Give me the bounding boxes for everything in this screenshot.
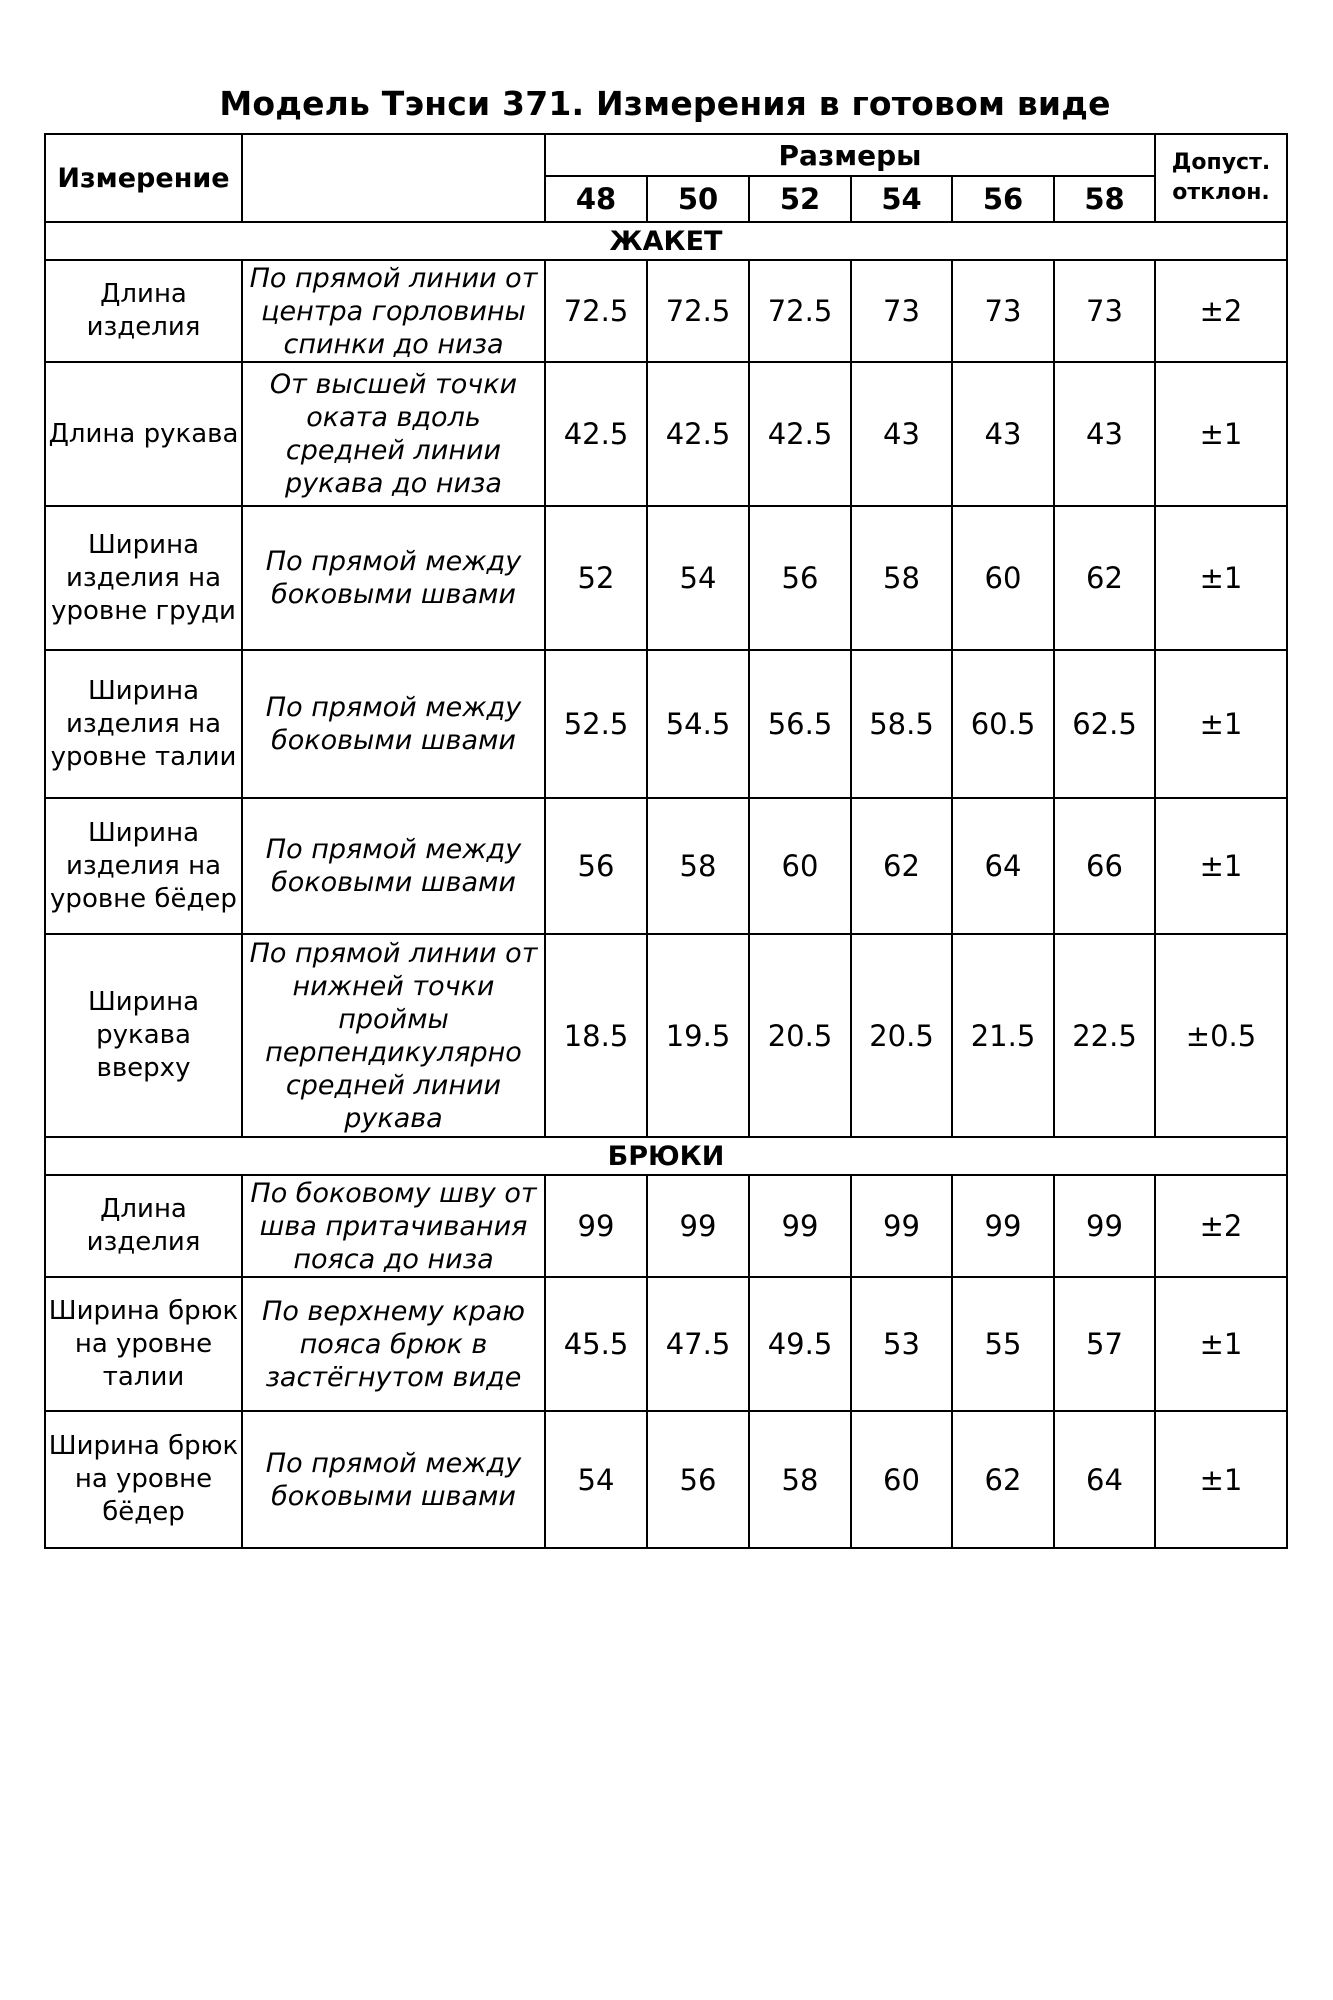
size-value: 55: [952, 1277, 1054, 1411]
size-value: 42.5: [545, 362, 647, 506]
table-row: [45, 260, 1287, 362]
measurement-method: По прямой между боковыми швами: [242, 506, 545, 650]
table-row: [45, 934, 1287, 1137]
header-size: 58: [1054, 176, 1155, 222]
measurement-method: По боковому шву от шва притачивания пояса до низа: [242, 1175, 545, 1277]
measurements-table: [44, 133, 1288, 1549]
size-value: 60: [851, 1411, 952, 1548]
measurement-method: По прямой между боковыми швами: [242, 798, 545, 934]
measurement-name: Длина изделия: [45, 1175, 242, 1277]
measurement-name: Ширина рукава вверху: [45, 934, 242, 1137]
measurement-name: Ширина изделия на уровне бёдер: [45, 798, 242, 934]
measurement-method: По прямой между боковыми швами: [242, 1411, 545, 1548]
measurement-name: Длина рукава: [45, 362, 242, 506]
size-value: 56: [545, 798, 647, 934]
section-row: [45, 1137, 1287, 1175]
size-value: 64: [952, 798, 1054, 934]
size-value: 43: [851, 362, 952, 506]
tolerance-value: ±2: [1155, 260, 1287, 362]
size-value: 58: [647, 798, 749, 934]
size-value: 49.5: [749, 1277, 851, 1411]
section-title: БРЮКИ: [45, 1137, 1287, 1175]
header-size: 48: [545, 176, 647, 222]
size-value: 60: [952, 506, 1054, 650]
size-value: 56.5: [749, 650, 851, 798]
header-size: 56: [952, 176, 1054, 222]
tolerance-value: ±1: [1155, 362, 1287, 506]
table-row: [45, 650, 1287, 798]
size-value: 57: [1054, 1277, 1155, 1411]
table-row: [45, 798, 1287, 934]
size-value: 58.5: [851, 650, 952, 798]
tolerance-value: ±1: [1155, 1411, 1287, 1548]
table-row: [45, 1175, 1287, 1277]
header-tolerance: Допуст. отклон.: [1155, 134, 1287, 222]
size-value: 54.5: [647, 650, 749, 798]
size-value: 60.5: [952, 650, 1054, 798]
page-title: Модель Тэнси 371. Измерения в готовом виде: [219, 84, 1111, 123]
size-value: 99: [1054, 1175, 1155, 1277]
size-value: 45.5: [545, 1277, 647, 1411]
size-value: 62: [851, 798, 952, 934]
size-value: 58: [851, 506, 952, 650]
size-value: 19.5: [647, 934, 749, 1137]
size-value: 20.5: [851, 934, 952, 1137]
size-value: 18.5: [545, 934, 647, 1137]
measurement-name: Ширина брюк на уровне талии: [45, 1277, 242, 1411]
size-value: 99: [647, 1175, 749, 1277]
size-value: 54: [647, 506, 749, 650]
size-value: 42.5: [647, 362, 749, 506]
tolerance-value: ±1: [1155, 650, 1287, 798]
size-value: 58: [749, 1411, 851, 1548]
header-size: 50: [647, 176, 749, 222]
size-value: 62.5: [1054, 650, 1155, 798]
header-size: 52: [749, 176, 851, 222]
table-row: [45, 1277, 1287, 1411]
size-value: 99: [749, 1175, 851, 1277]
size-value: 64: [1054, 1411, 1155, 1548]
size-value: 72.5: [545, 260, 647, 362]
measurement-method: По верхнему краю пояса брюк в застёгнутом виде: [242, 1277, 545, 1411]
size-value: 56: [749, 506, 851, 650]
size-value: 42.5: [749, 362, 851, 506]
header-size: 54: [851, 176, 952, 222]
size-value: 54: [545, 1411, 647, 1548]
measurement-name: Ширина изделия на уровне талии: [45, 650, 242, 798]
table-row: [45, 506, 1287, 650]
size-value: 73: [952, 260, 1054, 362]
size-value: 56: [647, 1411, 749, 1548]
header-sizes: Размеры: [545, 134, 1155, 176]
measurement-name: Ширина брюк на уровне бёдер: [45, 1411, 242, 1548]
header-row-top: [45, 134, 1287, 176]
measurement-name: Ширина изделия на уровне груди: [45, 506, 242, 650]
table-row: [45, 362, 1287, 506]
section-title: ЖАКЕТ: [45, 222, 1287, 260]
measurement-method: По прямой линии от центра горловины спинки до низа: [242, 260, 545, 362]
size-value: 52.5: [545, 650, 647, 798]
header-description-blank: [242, 134, 545, 222]
tolerance-value: ±1: [1155, 798, 1287, 934]
size-value: 99: [851, 1175, 952, 1277]
measurement-method: По прямой линии от нижней точки проймы перпендикулярно средней линии рукава: [242, 934, 545, 1137]
size-value: 43: [1054, 362, 1155, 506]
size-value: 47.5: [647, 1277, 749, 1411]
measurement-method: По прямой между боковыми швами: [242, 650, 545, 798]
size-value: 73: [851, 260, 952, 362]
size-value: 99: [952, 1175, 1054, 1277]
measurement-method: От высшей точки оката вдоль средней линии рукава до низа: [242, 362, 545, 506]
size-value: 21.5: [952, 934, 1054, 1137]
size-value: 43: [952, 362, 1054, 506]
size-value: 60: [749, 798, 851, 934]
size-value: 20.5: [749, 934, 851, 1137]
tolerance-value: ±1: [1155, 1277, 1287, 1411]
size-value: 62: [1054, 506, 1155, 650]
tolerance-value: ±2: [1155, 1175, 1287, 1277]
size-value: 22.5: [1054, 934, 1155, 1137]
measurement-name: Длина изделия: [45, 260, 242, 362]
size-value: 73: [1054, 260, 1155, 362]
size-value: 52: [545, 506, 647, 650]
size-value: 72.5: [749, 260, 851, 362]
header-measurement: Измерение: [45, 134, 242, 222]
table-row: [45, 1411, 1287, 1548]
section-row: [45, 222, 1287, 260]
size-value: 99: [545, 1175, 647, 1277]
tolerance-value: ±1: [1155, 506, 1287, 650]
size-value: 53: [851, 1277, 952, 1411]
size-value: 66: [1054, 798, 1155, 934]
size-value: 72.5: [647, 260, 749, 362]
size-value: 62: [952, 1411, 1054, 1548]
tolerance-value: ±0.5: [1155, 934, 1287, 1137]
